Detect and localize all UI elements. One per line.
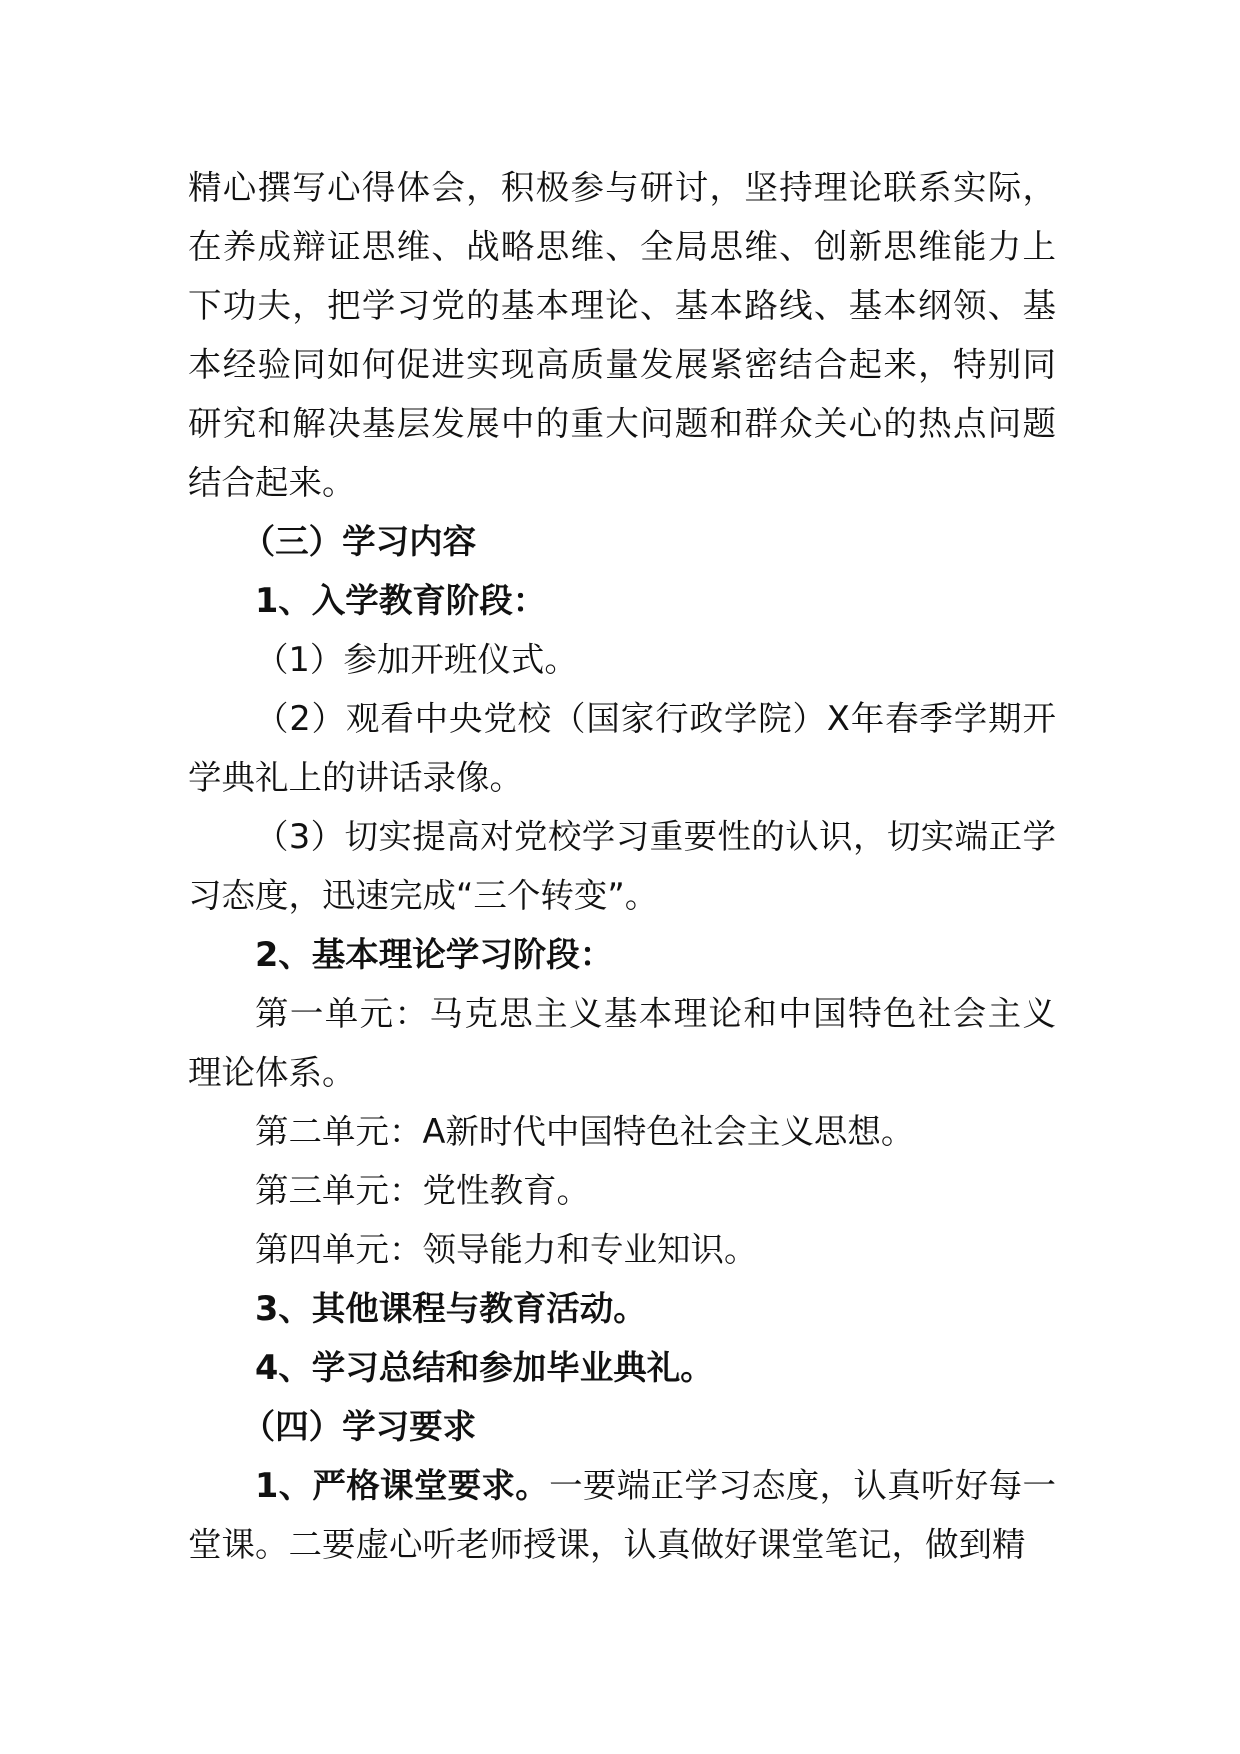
section-heading-content: （三）学习内容 — [241, 522, 477, 561]
requirement-classroom — [188, 1456, 1056, 1574]
subheading-basic-theory: 2、基本理论学习阶段： — [255, 935, 614, 974]
item-opening-ceremony: （1）参加开班仪式。 — [255, 640, 578, 679]
section-heading-requirements: （四）学习要求 — [241, 1407, 477, 1446]
requirement-classroom-lead: 1、严格课堂要求。 — [255, 1466, 550, 1505]
subheading-orientation: 1、入学教育阶段： — [255, 581, 547, 620]
document-page — [188, 158, 1056, 1574]
item-attitude: （3）切实提高对党校学习重要性的认识，切实端正学习态度，迅速完成“三个转变”。 — [188, 817, 1056, 915]
subheading-graduation: 4、学习总结和参加毕业典礼。 — [255, 1348, 714, 1387]
unit-one: 第一单元：马克思主义基本理论和中国特色社会主义理论体系。 — [188, 994, 1056, 1092]
unit-four: 第四单元：领导能力和专业知识。 — [255, 1230, 758, 1269]
unit-two: 第二单元：A新时代中国特色社会主义思想。 — [255, 1112, 915, 1151]
paragraph-continuation: 精心撰写心得体会，积极参与研讨，坚持理论联系实际，在养成辩证思维、战略思维、全局思维、创新思维能力上下功夫，把学习党的基本理论、基本路线、基本纲领、基本经验同如何促进实现高质量发展紧密结合起来，特别同研究和解决基层发展中的重大问题和群众关心的热点问题结合起来。 — [188, 168, 1056, 502]
unit-three: 第三单元：党性教育。 — [255, 1171, 590, 1210]
requirement-classroom-body: 一要端正学习态度，认真听好每一堂课。二要虚心听老师授课，认真做好课堂笔记，做到精 — [188, 1466, 1056, 1564]
item-watch-video: （2）观看中央党校（国家行政学院）X年春季学期开学典礼上的讲话录像。 — [188, 699, 1056, 797]
subheading-other-courses: 3、其他课程与教育活动。 — [255, 1289, 647, 1328]
